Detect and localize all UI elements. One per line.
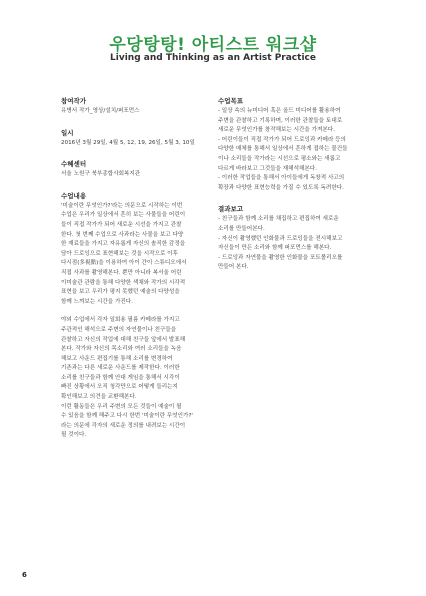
text-line: 새로운 무엇인가를 창작해보는 시간을 가져본다. (218, 127, 335, 134)
left-column (61, 97, 206, 453)
right-column (218, 97, 366, 285)
text-line: 함께 느껴보는 시간을 가진다. (61, 298, 133, 305)
text-line: 다양한 매체를 통해서 일상에서 흔하게 접하는 물건들 (218, 146, 348, 153)
venue-section (61, 160, 206, 180)
text-line: 기존과는 다른 새로운 사운드를 제작한다. 이러한 (61, 365, 180, 372)
text-line: - 어린이들이 직접 작가가 되어 드로잉과 카메라 등의 (218, 136, 346, 143)
text-line: 라는 의문에 각자의 새로운 정의를 내려보는 시간이 (61, 422, 186, 429)
venue-heading: 수혜센터 (61, 160, 87, 169)
text-line: 들이 직접 작가가 되어 새로운 시선을 가지고 관찰 (61, 221, 182, 228)
results-section (218, 205, 366, 273)
text-line: 소리를 친구들과 함께 안대 게임을 통해서 시각이 (61, 374, 180, 381)
text-line: 담아 드로잉으로 표현해보는 것을 시작으로 이후 (61, 250, 178, 257)
text-line: 빠진 상황에서 오직 청각만으로 어떻게 들리는지 (61, 384, 178, 391)
text-line: 본다. 작가와 자신의 목소리와 여러 소리들을 녹음 (61, 346, 182, 353)
text-line: '미술이란 무엇인가?'라는 의문으로 시작하는 이번 (61, 202, 183, 209)
venue-text: 서울 노원구 북부종합사회복지관 (61, 171, 141, 178)
text-line: 표현을 보고 우리가 평지 못했던 예술의 다양성을 (61, 289, 180, 296)
text-line: 확인해보고 의견을 교환해본다. (61, 394, 137, 401)
text-line: - 드로잉과 자연물을 촬영한 인화물을 포트폴리오를 (218, 254, 343, 261)
text-line: 수 있음을 함께 해주고 다시 한번 '미술이란 무엇인가?' (61, 413, 193, 420)
content-paragraph-3 (61, 403, 206, 441)
page-number: 6 (22, 571, 27, 579)
text-line: 다시점(多視點)을 이용하여 아이 간이 스튜디오에서 (61, 260, 187, 267)
content-paragraph-2 (61, 316, 206, 402)
text-line: 만들어 본다. (218, 264, 249, 271)
content-heading: 수업내용 (61, 191, 87, 200)
text-line: 이나 소리들을 작가라는 시선으로 평소와는 새롭고 (218, 155, 341, 162)
content-section (61, 192, 206, 441)
text-line: 자신들이 만든 소리와 함께 퍼포먼스를 해본다. (218, 245, 332, 252)
text-line: 될 것이다. (61, 432, 87, 439)
text-line: - 이러한 작업들을 통해서 아이들에게 독창적 사고의 (218, 175, 345, 182)
goals-section (218, 97, 366, 193)
results-heading: 결과보고 (218, 205, 244, 214)
text-line: 이미술관 관람을 통해 다양한 색채와 작가의 시각적 (61, 279, 186, 286)
text-line: 해보고 사운드 편집기를 통해 소리를 변경하여 (61, 355, 173, 362)
text-line: 한다. 첫 번째 수업으로 사과라는 사물을 보고 다양 (61, 231, 184, 238)
text-line: - 친구들과 함께 소리를 채집하고 편집하여 새로운 (218, 216, 339, 223)
text-line: 소리를 만들어본다. (218, 225, 265, 232)
date-section (61, 129, 206, 149)
page-subtitle: Living and Thinking as an Artist Practice (110, 53, 316, 63)
text-line: 다르게 바라보고 그것들을 재해석해본다. (218, 165, 317, 172)
text-line: 확장과 다양한 표현능력을 가질 수 있도록 독려한다. (218, 184, 344, 191)
page-title: 우당탕탕! 아티스트 워크샵 (109, 35, 317, 55)
artist-section (61, 97, 206, 117)
text-line: 수업은 우리가 일상에서 흔히 보는 사물들을 어린이 (61, 212, 186, 219)
text-line: 주관적인 해석으로 주변의 자연물이나 친구들을 (61, 326, 177, 333)
artist-heading: 참여작가 (61, 97, 87, 105)
text-line: - 일상 속의 뉴미디어 혹은 올드 미디어를 활용하여 (218, 108, 341, 114)
results-text (218, 215, 366, 273)
date-heading: 일시 (61, 128, 74, 137)
text-line: 직접 사과를 촬영해본다. 뿐만 아니라 복서울 어린 (61, 269, 182, 276)
content-paragraph-1 (61, 202, 206, 308)
text-line: - 자신이 촬영했던 인화물과 드로잉들을 전시해보고 (218, 235, 343, 242)
text-line: 야외 수업에서 각자 일회용 필름 카메라를 가지고 (61, 317, 180, 324)
text-line: 이런 활동들은 우리 주변의 모든 것들이 예술이 될 (61, 403, 182, 410)
artist-text: 유병서 작가_영상/설치/퍼포먼스 (61, 108, 140, 114)
text-line: 한 재료들을 가지고 자유롭게 자신의 솔직한 감정을 (61, 241, 186, 248)
text-line: 관찰하고 자신의 작업에 대해 친구들 앞에서 발표해 (61, 336, 186, 343)
text-line: 주변을 관찰하고 기록하며, 이러한 관찰들을 토대로 (218, 117, 343, 124)
date-text: 2016년 3월 29일, 4월 5, 12, 19, 26일, 5월 3, 10일 (61, 139, 195, 146)
goals-text (218, 107, 366, 193)
goals-heading: 수업목표 (218, 97, 244, 105)
